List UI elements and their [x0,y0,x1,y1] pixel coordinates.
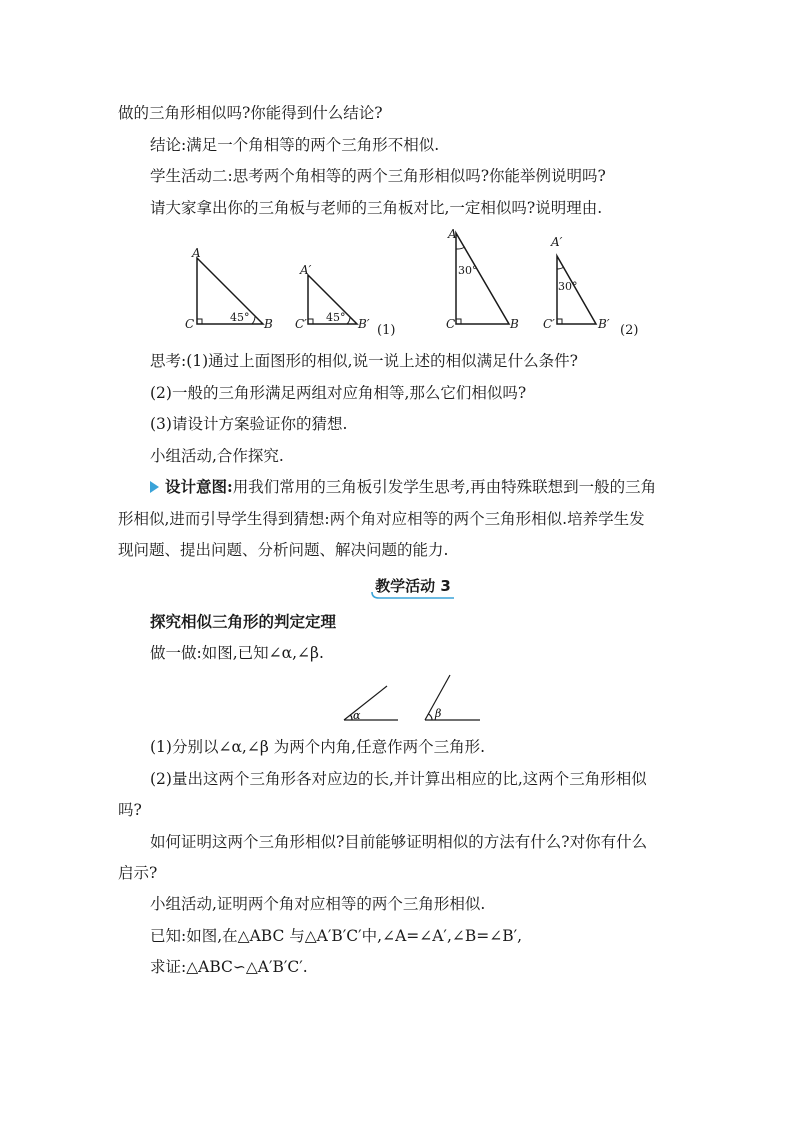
vertex-label: C [185,317,195,331]
vertex-label: C [446,317,456,331]
triangle-marker-icon [150,481,159,493]
section-title: 教学活动 3 [375,577,451,595]
conclusion-line: 结论:满足一个角相等的两个三角形不相似. [150,136,440,154]
text-line: 启示? [118,864,158,882]
angles-figure [338,670,488,726]
question-line: (2)量出这两个三角形各对应边的长,并计算出相应的比,这两个三角形相似 [150,770,647,788]
prove-line: 求证:△ABC∽△A′B′C′. [150,958,308,976]
group-activity-line: 小组活动,证明两个角对应相等的两个三角形相似. [150,895,486,913]
question-line: (1)分别以∠α,∠β 为两个内角,任意作两个三角形. [150,738,486,756]
beta-label: β [435,707,442,720]
angle-label: 45° [230,311,250,324]
angle-label: 45° [326,311,346,324]
design-intent-text: 用我们常用的三角板引发学生思考,再由特殊联想到一般的三角 [232,478,657,496]
question-line: (3)请设计方案验证你的猜想. [150,415,348,433]
question-line: 吗? [118,801,142,819]
subheading: 探究相似三角形的判定定理 [150,612,337,631]
text-line: 如何证明这两个三角形相似?目前能够证明相似的方法有什么?对你有什么 [150,833,648,851]
vertex-label: A [192,246,201,260]
text-line: 做的三角形相似吗?你能得到什么结论? [118,104,383,122]
question-line: (2)一般的三角形满足两组对应角相等,那么它们相似吗? [150,384,527,402]
figure-caption: (2) [620,323,639,338]
vertex-label: B [510,317,519,331]
angle-label: 30° [458,264,478,277]
design-intent-label: 设计意图: [165,477,233,496]
section-underline [371,592,455,600]
design-intent-line: 现问题、提出问题、分析问题、解决问题的能力. [118,541,449,559]
vertex-label: A′ [551,235,563,249]
group-activity-line: 小组活动,合作探究. [150,447,284,465]
question-line: 思考:(1)通过上面图形的相似,说一说上述的相似满足什么条件? [150,352,578,370]
text-line: 请大家拿出你的三角板与老师的三角板对比,一定相似吗?说明理由. [150,199,603,217]
vertex-label: A [448,227,457,241]
student-activity-line: 学生活动二:思考两个角相等的两个三角形相似吗?你能举例说明吗? [150,167,606,185]
design-intent-line: 形相似,进而引导学生得到猜想:两个角对应相等的两个三角形相似.培养学生发 [118,510,645,528]
design-intent-line [150,477,656,497]
vertex-label: B′ [598,317,610,331]
triangle-30-large [456,233,509,324]
triangle-figures [180,222,680,344]
vertex-label: C′ [295,317,307,331]
vertex-label: B′ [358,317,370,331]
alpha-label: α [353,709,361,722]
given-line: 已知:如图,在△ABC 与△A′B′C′中,∠A=∠A′,∠B=∠B′, [150,927,523,945]
vertex-label: A′ [300,263,312,277]
angle-label: 30° [558,280,578,293]
vertex-label: B [264,317,273,331]
figure-caption: (1) [377,323,396,338]
text-line: 做一做:如图,已知∠α,∠β. [150,644,324,662]
vertex-label: C′ [543,317,555,331]
